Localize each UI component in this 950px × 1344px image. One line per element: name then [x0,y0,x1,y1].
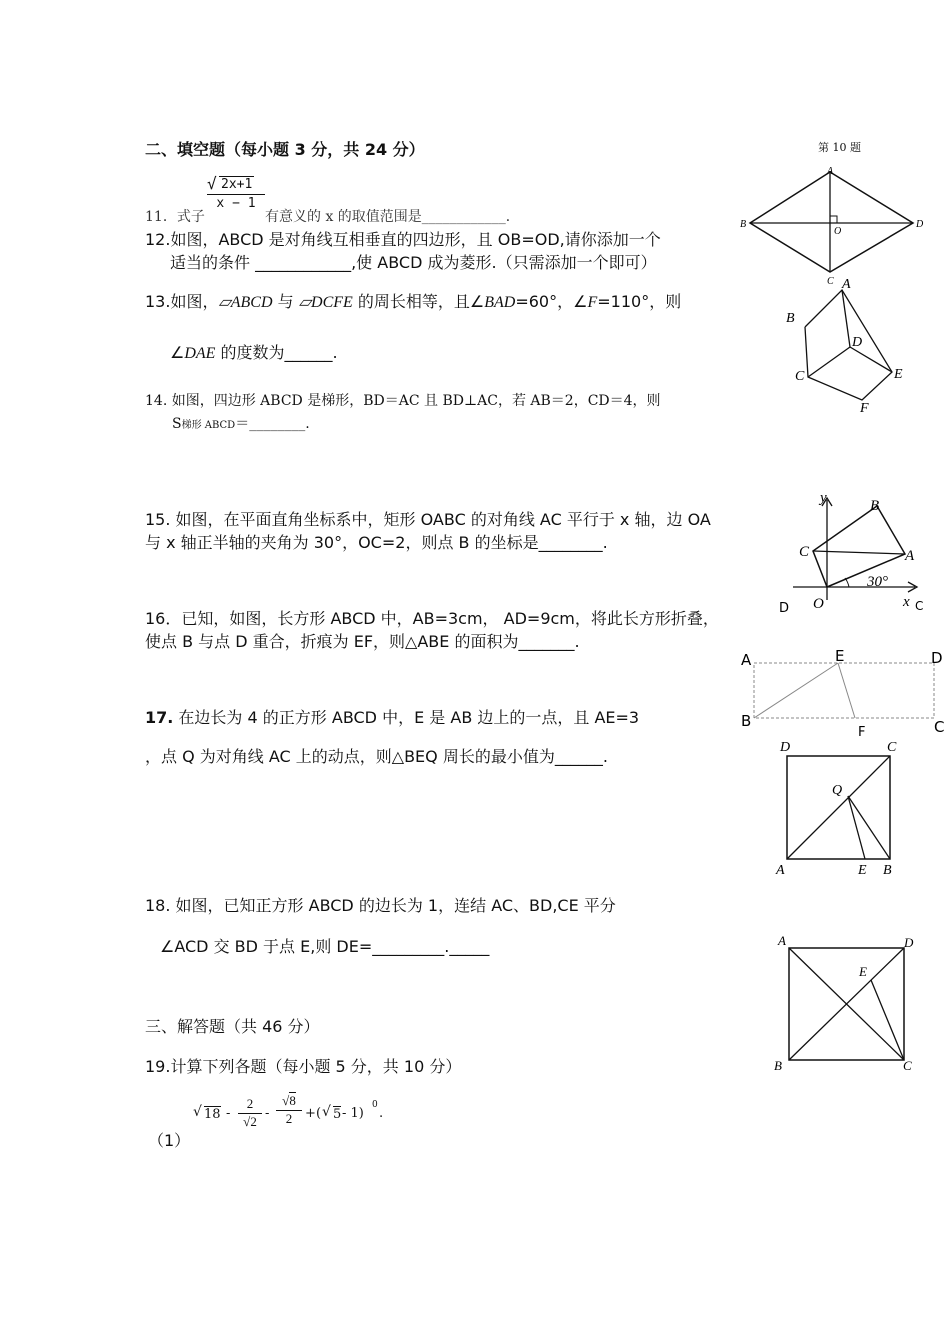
q14-line2: S梯形 ABCD＝________. [172,416,310,432]
q19-fraction-1: 2 √2 [238,1096,262,1130]
figure-16-folded-rectangle [737,645,950,737]
label-a: A [905,548,915,564]
q18-line1: 18. 如图，已知正方形 ABCD 的边长为 1，连结 AC、BD,CE 平分 [145,896,616,915]
q16-line2: 使点 B 与点 D 重合，折痕为 EF，则△ABE 的面积为_______. [145,632,580,651]
label-o: O [834,226,842,237]
outer-outline [805,290,892,400]
label-b: B [883,863,892,878]
sqrt-icon: √ [193,1104,202,1120]
q12-line1: 12.如图，ABCD 是对角线互相垂直的四边形，且 OB=OD,请你添加一个 [145,230,661,249]
label-e: E [835,647,845,665]
label-b: B [774,1058,782,1073]
label-b: B [741,712,752,730]
label-y: y [820,490,827,506]
label-b: B [740,219,747,230]
q13-line2: ∠DAE 的度数为______. [170,343,338,362]
stray-label-c: C [915,599,924,613]
label-c: C [934,718,945,736]
q19-fraction-2: √8 2 [276,1093,302,1127]
sqrt-icon: √ [207,174,217,193]
label-d: D [904,935,914,950]
q11-numerator: √ 2x+1 [207,174,253,193]
q19-radicand-18: 18 [204,1107,221,1122]
q18-line2: ∠ACD 交 BD 于点 E,则 DE=_________._____ [160,937,490,956]
segment-ad [842,290,850,347]
label-c: C [827,276,834,285]
label-c: C [795,369,805,384]
label-a: A [778,933,786,948]
label-f: F [858,725,866,737]
label-b: B [786,311,795,326]
label-d: D [852,335,863,350]
q11-suffix: 有意义的 x 的取值范围是____________． [265,209,520,225]
crease-ef [838,663,855,718]
q17-line2: ，点 Q 为对角线 AC 上的动点，则△BEQ 周长的最小值为______. [145,747,608,766]
q14-line1: 14. 如图，四边形 ABCD 是梯形，BD＝AC 且 BD⊥AC，若 AB＝2，CD＝4，则 [145,393,661,409]
right-angle-mark [830,216,837,223]
label-c: C [799,544,810,560]
figure-17-square [770,734,910,879]
segment-be [754,663,838,718]
stray-label-d: D [779,601,790,616]
label-d: D [780,740,791,755]
q12-line2: 适当的条件 ____________,使 ABCD 成为菱形.（只需添加一个即可） [170,253,657,272]
rectangle-abcd [754,663,934,718]
q11-prefix: 11．式子 [145,209,205,225]
sqrt-icon: √ [322,1104,331,1120]
segment-qb [848,796,890,859]
label-o: O [813,596,824,612]
label-d: D [916,219,924,230]
label-e: E [858,863,867,878]
figure-18-square [770,930,920,1075]
label-d: D [931,649,943,667]
segment-de [850,347,892,372]
label-c: C [903,1058,912,1073]
figure-15-coordinates [775,488,935,623]
label-q: Q [832,783,843,798]
diagonal-ac [787,756,890,859]
section-title-solve: 三、解答题（共 46 分） [145,1017,320,1036]
sqrt-icon: √ [243,1114,251,1129]
label-x: x [903,594,910,610]
q15-line2: 与 x 轴正半轴的夹角为 30°，OC=2，则点 B 的坐标是________. [145,533,608,552]
sqrt-icon: √ [282,1093,290,1108]
q13-line1: 13.如图，▱ABCD 与 ▱DCFE 的周长相等，且∠BAD=60°，∠F=110°，则 [145,292,682,311]
rhombus-outline [750,172,913,272]
q11-denominator: x − 1 [207,194,265,211]
label-angle: 30° [867,574,888,590]
label-f: F [860,401,869,416]
label-a: A [842,277,851,292]
label-c: C [887,740,897,755]
q16-line1: 16．已知，如图，长方形 ABCD 中，AB=3cm， AD=9cm，将此长方形折叠， [145,609,719,628]
segment-qe [848,796,865,859]
section-title-fill-blank: 二、填空题（每小题 3 分，共 24 分） [145,140,425,159]
segment-dc [808,347,850,377]
q11-fraction [207,172,265,211]
label-e: E [859,964,867,979]
label-a: A [776,863,785,878]
q15-line1: 15. 如图，在平面直角坐标系中，矩形 OABC 的对角线 AC 平行于 x 轴，边 OA [145,510,711,529]
label-b: B [870,498,880,514]
figure-13-parallelograms [780,272,915,417]
figure-10-rhombus [735,160,935,285]
q19-sub1-label: （1） [148,1131,191,1150]
q19-title: 19.计算下列各题（每小题 5 分，共 10 分） [145,1057,462,1076]
label-a: A [827,166,834,177]
figure-10-caption: 第 10 题 [818,141,861,154]
label-e: E [894,367,903,382]
q17-line1: 17. 在边长为 4 的正方形 ABCD 中，E 是 AB 边上的一点，且 AE=3 [145,708,640,727]
label-a: A [741,651,752,669]
segment-ce [871,980,904,1060]
